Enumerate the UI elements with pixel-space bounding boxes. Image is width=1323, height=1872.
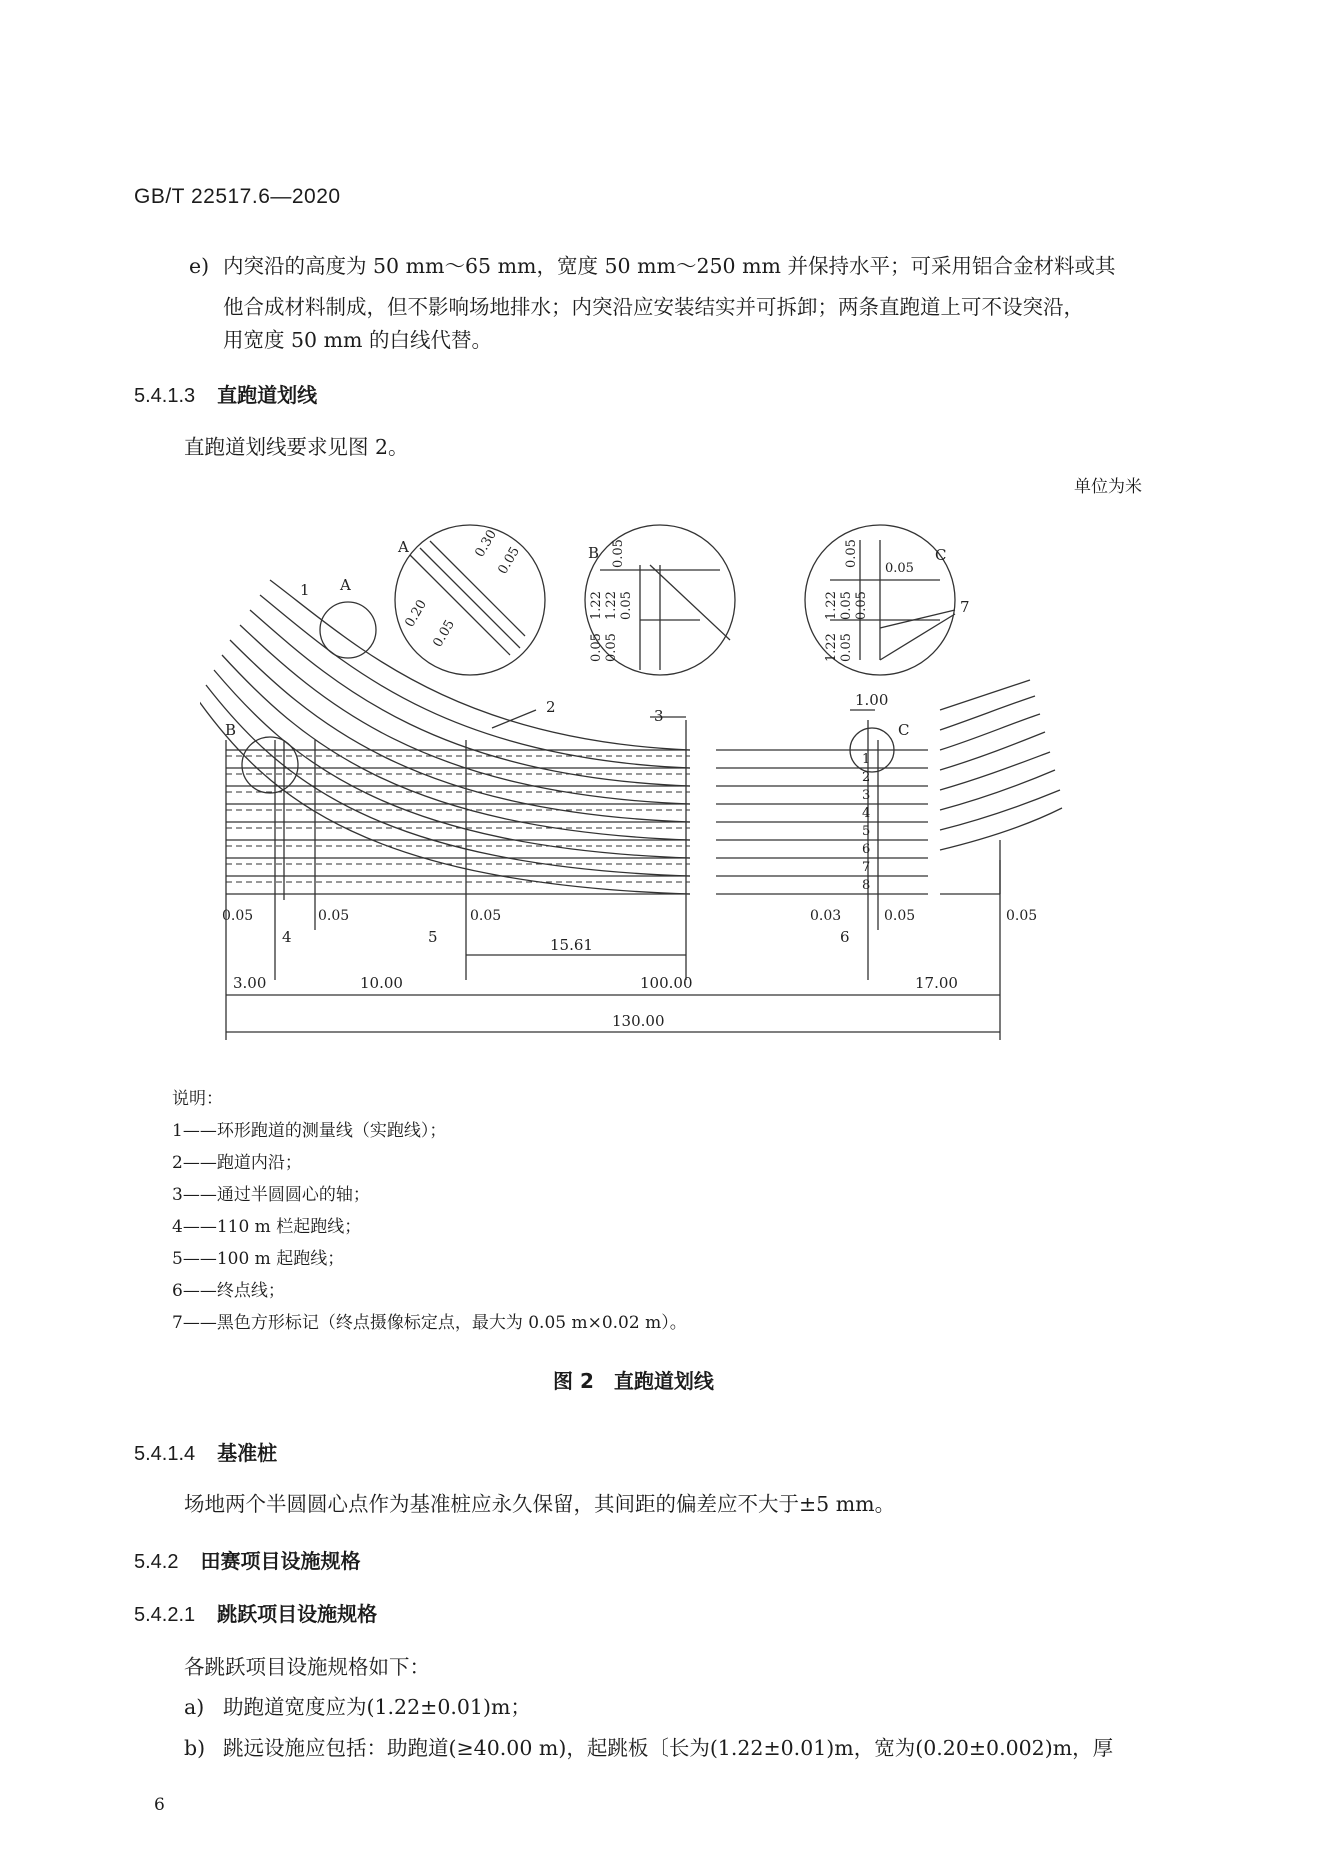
detail-b-dim-1: 0.05 xyxy=(611,539,626,568)
dim-10-00: 10.00 xyxy=(360,974,403,992)
legend-item: 4——110 m 栏起跑线； xyxy=(172,1217,362,1237)
legend-title: 说明： xyxy=(172,1089,223,1109)
pointer-label-4: 4 xyxy=(282,928,292,946)
legend-item: 6——终点线； xyxy=(172,1281,285,1301)
small-dim-1: 0.05 xyxy=(222,908,254,924)
callout-2: 2 xyxy=(546,698,556,716)
item-e-line-2: 他合成材料制成，但不影响场地排水；内突沿应安装结实并可拆卸；两条直跑道上可不设突沿， xyxy=(223,295,1084,319)
legend-item: 1——环形跑道的测量线（实跑线）； xyxy=(172,1121,447,1141)
page-number: 6 xyxy=(154,1795,165,1815)
detail-label-c: C xyxy=(935,546,947,564)
callout-3: 3 xyxy=(654,707,664,725)
detail-b-dim-2: 1.22 xyxy=(589,591,604,620)
lane-number-7: 7 xyxy=(862,860,871,875)
small-dim-4: 0.03 xyxy=(810,908,842,924)
detail-c-dim-6: 0.05 xyxy=(839,633,854,662)
detail-a-dim-3: 0.20 xyxy=(402,597,430,630)
standard-number: GB/T 22517.6—2020 xyxy=(134,185,341,208)
detail-label-a-main: A xyxy=(340,576,351,594)
small-dim-5: 0.05 xyxy=(884,908,916,924)
detail-label-c-main: C xyxy=(898,721,910,739)
section-title: 基准桩 xyxy=(217,1441,278,1465)
dim-3-00: 3.00 xyxy=(233,974,267,992)
list-marker-a: a) xyxy=(184,1695,205,1719)
detail-c-dim-1: 0.05 xyxy=(844,539,859,568)
lane-number-8: 8 xyxy=(862,878,871,893)
list-marker-e: e) xyxy=(189,254,210,278)
lane-number-6: 6 xyxy=(862,842,871,857)
detail-a-dim-1: 0.30 xyxy=(472,527,500,560)
callout-1: 1 xyxy=(300,581,310,599)
pointer-label-6: 6 xyxy=(840,928,850,946)
legend-item: 3——通过半圆圆心的轴； xyxy=(172,1185,370,1205)
detail-label-b-main: B xyxy=(225,721,237,739)
section-number: 5.4.1.3 xyxy=(134,385,196,407)
dim-100-00: 100.00 xyxy=(640,974,693,992)
lane-number-2: 2 xyxy=(862,770,871,785)
item-e-line-3: 用宽度 50 mm 的白线代替。 xyxy=(223,328,493,352)
lane-number-3: 3 xyxy=(862,788,871,803)
track-marking-figure xyxy=(200,520,1080,1040)
section-heading-542 xyxy=(134,1545,360,1574)
detail-b-dim-3: 1.22 xyxy=(604,591,619,620)
detail-b-dim-4: 0.05 xyxy=(589,633,604,662)
detail-c-dim-4: 0.05 xyxy=(839,591,854,620)
section-number: 5.4.2.1 xyxy=(134,1604,196,1626)
callout-7: 7 xyxy=(960,598,970,616)
section-title: 田赛项目设施规格 xyxy=(200,1549,361,1573)
detail-a-dim-2: 0.05 xyxy=(495,544,523,577)
dim-1-00: 1.00 xyxy=(855,691,889,709)
detail-label-b: B xyxy=(588,544,600,562)
detail-c-dim-3: 1.22 xyxy=(824,591,839,620)
legend-item: 7——黑色方形标记（终点摄像标定点，最大为 0.05 m×0.02 m）。 xyxy=(172,1313,687,1333)
list-item-a: 助跑道宽度应为(1.22±0.01)m； xyxy=(223,1695,531,1719)
section-heading-5413 xyxy=(134,379,317,408)
dim-15-61: 15.61 xyxy=(550,936,593,954)
section-5421-intro: 各跳跃项目设施规格如下： xyxy=(184,1655,430,1679)
legend-item: 5——100 m 起跑线； xyxy=(172,1249,345,1269)
legend xyxy=(172,1083,687,1339)
dim-total: 130.00 xyxy=(612,1012,665,1030)
detail-c-dim-7: 0.05 xyxy=(854,591,869,620)
legend-item: 2——跑道内沿； xyxy=(172,1153,302,1173)
detail-c-dim-2: 0.05 xyxy=(885,561,914,576)
section-heading-5414 xyxy=(134,1437,277,1466)
small-dim-6: 0.05 xyxy=(1006,908,1038,924)
section-5414-body: 场地两个半圆圆心点作为基准桩应永久保留，其间距的偏差应不大于±5 mm。 xyxy=(184,1492,896,1516)
unit-note: 单位为米 xyxy=(1074,477,1142,497)
item-e-line-1: 内突沿的高度为 50 mm～65 mm，宽度 50 mm～250 mm 并保持水平；可采用铝合金材料或其 xyxy=(223,254,1116,278)
lane-number-4: 4 xyxy=(862,806,871,821)
lane-number-1: 1 xyxy=(862,752,871,767)
section-title: 跳跃项目设施规格 xyxy=(217,1602,378,1626)
lane-number-5: 5 xyxy=(862,824,871,839)
detail-b-dim-6: 0.05 xyxy=(619,591,634,620)
detail-a-dim-4: 0.05 xyxy=(430,617,458,650)
section-heading-5421 xyxy=(134,1598,377,1627)
list-item-b: 跳远设施应包括：助跑道(≥40.00 m)，起跳板〔长为(1.22±0.01)m，宽为(0.20±0.002)m，厚 xyxy=(223,1736,1114,1760)
list-marker-b: b) xyxy=(184,1736,206,1760)
small-dim-2: 0.05 xyxy=(318,908,350,924)
section-number: 5.4.1.4 xyxy=(134,1443,196,1465)
figure-caption: 图 2 直跑道划线 xyxy=(553,1369,714,1393)
small-dim-3: 0.05 xyxy=(470,908,502,924)
dim-17-00: 17.00 xyxy=(915,974,958,992)
section-title: 直跑道划线 xyxy=(217,383,318,407)
detail-c-dim-5: 1.22 xyxy=(824,633,839,662)
pointer-label-5: 5 xyxy=(428,928,438,946)
section-number: 5.4.2 xyxy=(134,1551,179,1573)
detail-label-a: A xyxy=(398,538,409,556)
detail-b-dim-5: 0.05 xyxy=(604,633,619,662)
section-5413-body: 直跑道划线要求见图 2。 xyxy=(184,435,409,459)
